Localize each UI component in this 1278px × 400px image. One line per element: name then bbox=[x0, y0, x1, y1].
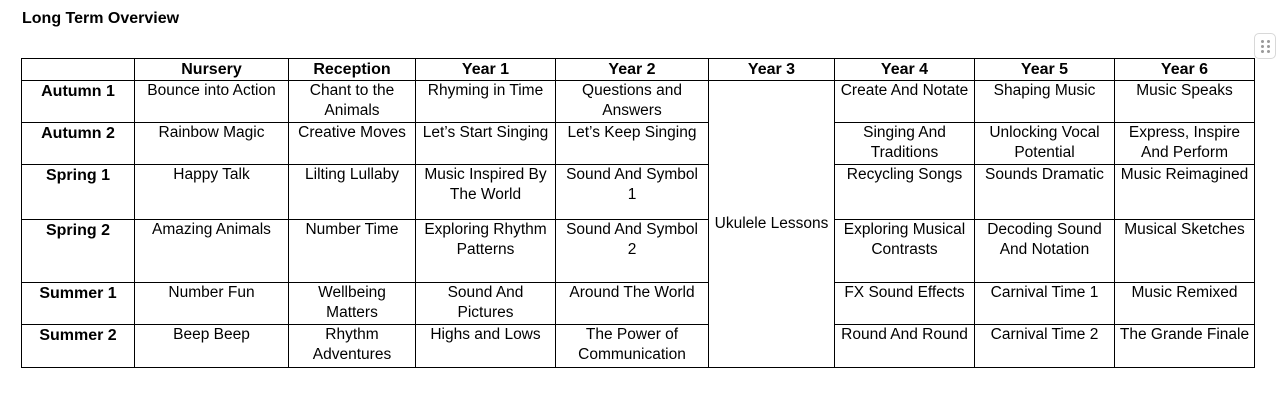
table-cell: Let’s Start Singing bbox=[416, 123, 556, 165]
table-row bbox=[22, 81, 1255, 123]
table-cell: Rhythm Adventures bbox=[289, 325, 416, 368]
table-cell: Lilting Lullaby bbox=[289, 165, 416, 220]
year-3-merged-cell: Ukulele Lessons bbox=[709, 81, 835, 368]
table-cell: Chant to the Animals bbox=[289, 81, 416, 123]
table-cell: Number Time bbox=[289, 220, 416, 283]
table-cell: Carnival Time 1 bbox=[975, 283, 1115, 325]
table-row bbox=[22, 165, 1255, 220]
table-cell: Exploring Musical Contrasts bbox=[835, 220, 975, 283]
table-cell: Recycling Songs bbox=[835, 165, 975, 220]
table-cell: Wellbeing Matters bbox=[289, 283, 416, 325]
table-row bbox=[22, 283, 1255, 325]
table-cell: Music Reimagined bbox=[1115, 165, 1255, 220]
table-cell: Rhyming in Time bbox=[416, 81, 556, 123]
row-header-autumn-1: Autumn 1 bbox=[22, 81, 135, 123]
table-cell: Music Inspired By The World bbox=[416, 165, 556, 220]
col-header-year-5: Year 5 bbox=[975, 59, 1115, 81]
table-cell: Beep Beep bbox=[135, 325, 289, 368]
table-cell: Sound And Symbol 2 bbox=[556, 220, 709, 283]
row-header-summer-1: Summer 1 bbox=[22, 283, 135, 325]
table-cell: Shaping Music bbox=[975, 81, 1115, 123]
table-cell: Number Fun bbox=[135, 283, 289, 325]
col-header-year-3: Year 3 bbox=[709, 59, 835, 81]
table-cell: Creative Moves bbox=[289, 123, 416, 165]
table-cell: Musical Sketches bbox=[1115, 220, 1255, 283]
table-cell: Music Remixed bbox=[1115, 283, 1255, 325]
table-cell: Amazing Animals bbox=[135, 220, 289, 283]
table-cell: Express, Inspire And Perform bbox=[1115, 123, 1255, 165]
table-cell: Unlocking Vocal Potential bbox=[975, 123, 1115, 165]
table-cell: Around The World bbox=[556, 283, 709, 325]
col-header-year-6: Year 6 bbox=[1115, 59, 1255, 81]
table-cell: Sounds Dramatic bbox=[975, 165, 1115, 220]
table-row bbox=[22, 325, 1255, 368]
row-header-summer-2: Summer 2 bbox=[22, 325, 135, 368]
table-cell: Sound And Pictures bbox=[416, 283, 556, 325]
table-cell: Carnival Time 2 bbox=[975, 325, 1115, 368]
table-cell: Rainbow Magic bbox=[135, 123, 289, 165]
table-cell: Singing And Traditions bbox=[835, 123, 975, 165]
col-header-year-2: Year 2 bbox=[556, 59, 709, 81]
table-row bbox=[22, 220, 1255, 283]
col-header-reception: Reception bbox=[289, 59, 416, 81]
table-cell: The Power of Communication bbox=[556, 325, 709, 368]
table-cell: Bounce into Action bbox=[135, 81, 289, 123]
row-header-spring-1: Spring 1 bbox=[22, 165, 135, 220]
table-cell: The Grande Finale bbox=[1115, 325, 1255, 368]
table-cell: Let’s Keep Singing bbox=[556, 123, 709, 165]
col-header-year-1: Year 1 bbox=[416, 59, 556, 81]
table-header-row bbox=[22, 59, 1255, 81]
table-cell: Questions and Answers bbox=[556, 81, 709, 123]
table-cell: Round And Round bbox=[835, 325, 975, 368]
table-row bbox=[22, 123, 1255, 165]
table-cell: Exploring Rhythm Patterns bbox=[416, 220, 556, 283]
drag-handle-icon[interactable] bbox=[1254, 33, 1276, 59]
table-cell: Create And Notate bbox=[835, 81, 975, 123]
row-header-autumn-2: Autumn 2 bbox=[22, 123, 135, 165]
table-cell: FX Sound Effects bbox=[835, 283, 975, 325]
table-cell: Decoding Sound And Notation bbox=[975, 220, 1115, 283]
col-header-nursery: Nursery bbox=[135, 59, 289, 81]
col-header-year-4: Year 4 bbox=[835, 59, 975, 81]
table-cell: Happy Talk bbox=[135, 165, 289, 220]
overview-table bbox=[21, 58, 1255, 368]
table-cell: Music Speaks bbox=[1115, 81, 1255, 123]
row-header-spring-2: Spring 2 bbox=[22, 220, 135, 283]
page-title: Long Term Overview bbox=[22, 10, 180, 27]
table-corner-cell bbox=[22, 59, 135, 81]
table-cell: Highs and Lows bbox=[416, 325, 556, 368]
table-cell: Sound And Symbol 1 bbox=[556, 165, 709, 220]
